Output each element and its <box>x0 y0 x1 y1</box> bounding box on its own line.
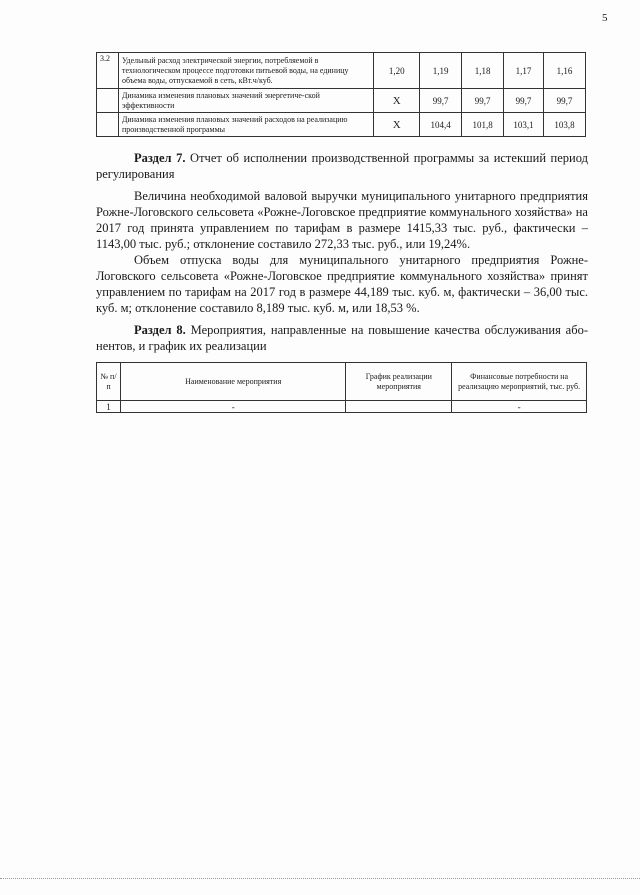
paragraph-water-volume: Объем отпуска воды для муниципального унитарного предприятия Рожне-Логовского сельсовета «Рожне-Логовское предприятие коммунального хозяйства» принят управлением по тарифам на 2017 год в размере 44,189 тыс. куб. м, фактически – 36,00 тыс. куб. м; отклонение составило 8,189 тыс. куб. м, или 18,53 %. <box>96 253 588 315</box>
value-cell: 99,7 <box>504 89 544 113</box>
table-row <box>97 401 587 413</box>
indicator-description: Динамика изменения плановых значений энергетиче-ской эффективности <box>118 89 373 113</box>
row-index: 3.2 <box>97 53 119 89</box>
section-8-label: Раздел 8. <box>134 323 186 337</box>
header-name: Наименование мероприятия <box>120 363 345 401</box>
value-cell: 99,7 <box>420 89 462 113</box>
section-7-heading <box>96 150 588 182</box>
row-index <box>97 113 119 137</box>
value-cell: 101,8 <box>462 113 504 137</box>
header-finance: Финансовые потребности на реализацию мероприятий, тыс. руб. <box>452 363 587 401</box>
value-cell: 1,16 <box>544 53 586 89</box>
value-cell: 1,17 <box>504 53 544 89</box>
value-cell: 1,19 <box>420 53 462 89</box>
header-num: № п/п <box>97 363 121 401</box>
table-header-row <box>97 363 587 401</box>
page-number: 5 <box>602 12 608 24</box>
row-index <box>97 89 119 113</box>
cell-name: - <box>120 401 345 413</box>
value-cell: 104,4 <box>420 113 462 137</box>
table-row <box>97 53 586 89</box>
section-7-title: Отчет об исполнении производственной программы за истекший период регулирования <box>96 151 588 181</box>
paragraph-revenue: Величина необходимой валовой выручки муниципального унитарного предприятия Рожне-Логовского сельсовета «Рожне-Логовское предприятие коммунального хозяйства» на 2017 год принята управлением по тарифам в размере 1415,33 тыс. руб., фактически – 1143,00 тыс. руб.; отклонение составило 272,33 тыс. руб., или 19,24%. <box>96 189 588 251</box>
section-7-label: Раздел 7. <box>134 151 186 165</box>
cell-finance: - <box>452 401 587 413</box>
measures-table <box>96 362 587 413</box>
section-8-heading <box>96 322 588 354</box>
value-cell: 1,18 <box>462 53 504 89</box>
value-cell: 99,7 <box>544 89 586 113</box>
value-cell: 103,8 <box>544 113 586 137</box>
table-row <box>97 113 586 137</box>
indicators-table <box>96 52 586 137</box>
scan-edge-line <box>0 878 640 879</box>
value-cell: X <box>374 89 420 113</box>
indicator-description: Удельный расход электрической энергии, потребляемой в технологическом процессе подготовки питьевой воды, на единицу объема воды, отпускаемой в сеть, кВт.ч/куб. <box>118 53 373 89</box>
table-row <box>97 89 586 113</box>
value-cell: 99,7 <box>462 89 504 113</box>
value-cell: 103,1 <box>504 113 544 137</box>
section-8-title: Мероприятия, направленные на повышение качества обслуживания або-нентов, и график их реализации <box>96 323 588 353</box>
value-cell: 1,20 <box>374 53 420 89</box>
value-cell: X <box>374 113 420 137</box>
header-schedule: График реализации мероприятия <box>346 363 452 401</box>
indicator-description: Динамика изменения плановых значений расходов на реализацию производственной программы <box>118 113 373 137</box>
cell-schedule <box>346 401 452 413</box>
cell-num: 1 <box>97 401 121 413</box>
